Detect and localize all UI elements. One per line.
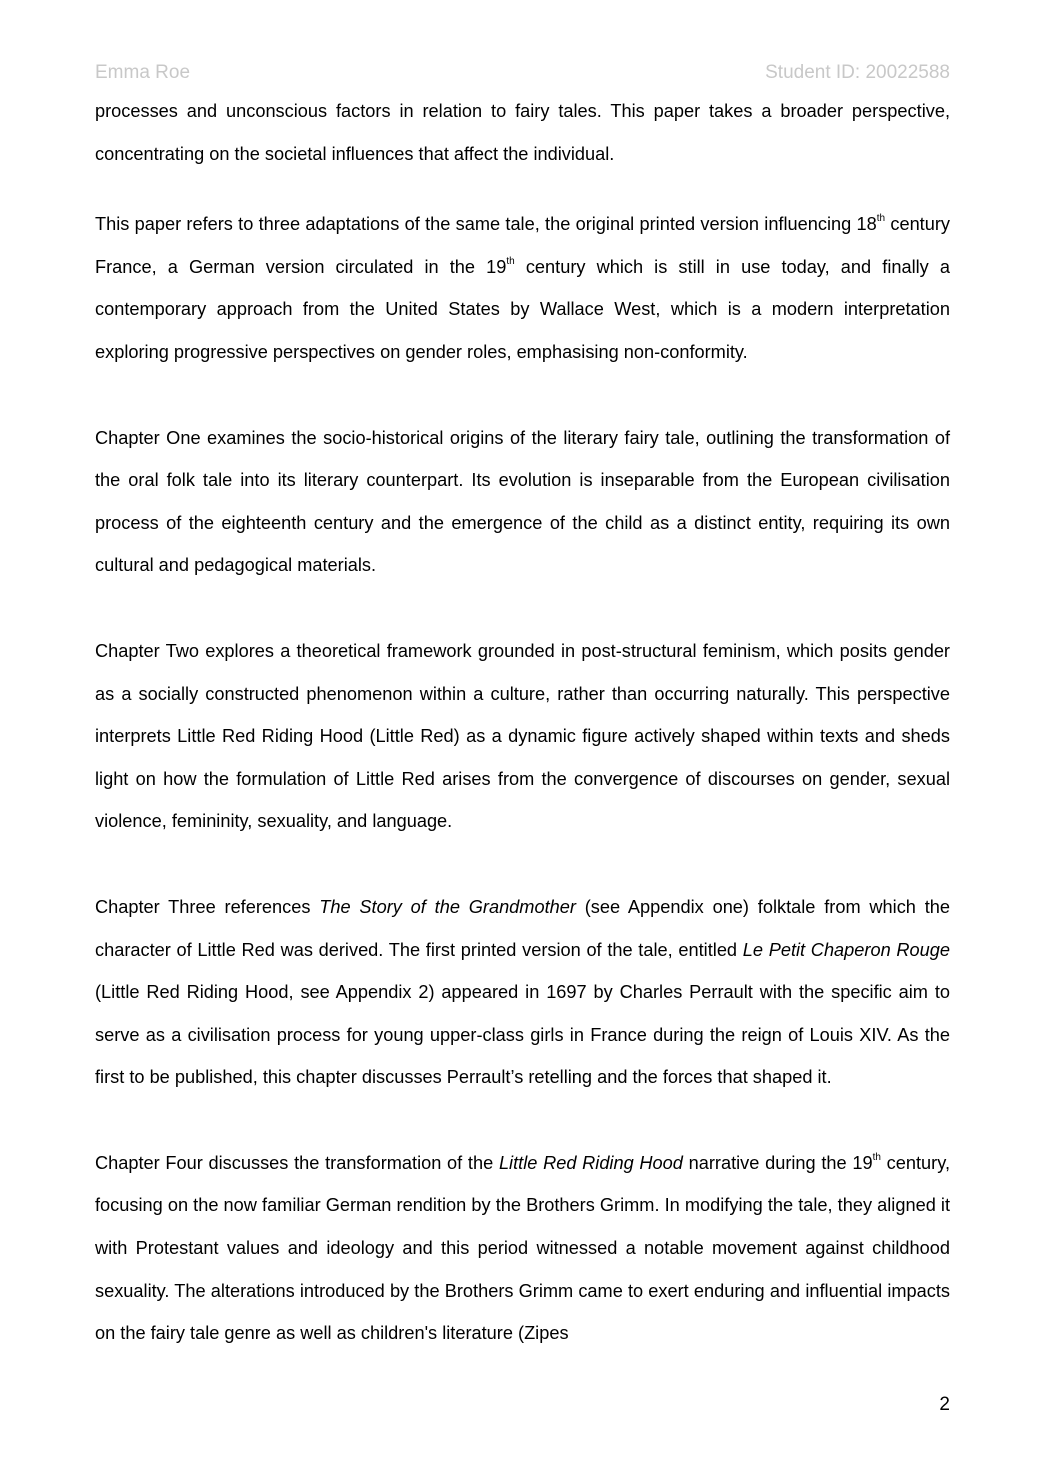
document-body: [95, 90, 950, 1355]
paragraph-adaptations: This paper refers to three adaptations of the same tale, the original printed version influencing 18th century France, a German version circulated in the 19th century which is still in use today, and finally a contemporary approach from the United States by Wallace West, which is a modern interpretation exploring progressive perspectives on gender roles, emphasising non-conformity.: [95, 213, 951, 362]
page-number: 2: [939, 1394, 950, 1415]
title-story-of-grandmother: The Story of the Grandmother: [319, 896, 576, 917]
title-le-petit-chaperon-rouge: Le Petit Chaperon Rouge: [742, 939, 950, 960]
title-little-red-riding-hood: Little Red Riding Hood: [498, 1152, 683, 1173]
superscript-th: th: [506, 255, 515, 267]
paragraph-chapter-one: Chapter One examines the socio-historical origins of the literary fairy tale, outlining the transformation of the oral folk tale into its literary counterpart. Its evolution is inseparable from the European civilisation process of the eighteenth century and the emergence of the child as a distinct entity, requiring its own cultural and pedagogical materials.: [95, 427, 950, 576]
paragraph-chapter-two: Chapter Two explores a theoretical framework grounded in post-structural feminism, which posits gender as a socially constructed phenomenon within a culture, rather than occurring naturally. This perspective interprets Little Red Riding Hood (Little Red) as a dynamic figure actively shaped within texts and sheds light on how the formulation of Little Red arises from the convergence of discourses on gender, sexual violence, femininity, sexuality, and language.: [95, 640, 950, 832]
superscript-th: th: [872, 1151, 881, 1163]
student-id: Student ID: 20022588: [765, 62, 950, 83]
paragraph-chapter-four: Chapter Four discusses the transformation of the Little Red Riding Hood narrative during the 19th century, focusing on the now familiar German rendition by the Brothers Grimm. In modifying the tale, they aligned it with Protestant values and ideology and this period witnessed a notable movement against childhood sexuality. The alterations introduced by the Brothers Grimm came to exert enduring and influential impacts on the fairy tale genre as well as children's literature (Zipes: [95, 1151, 950, 1344]
paragraph-chapter-three: Chapter Three references The Story of the Grandmother (see Appendix one) folktale from which the character of Little Red was derived. The first printed version of the tale, entitled Le Petit Chaperon Rouge (Little Red Riding Hood, see Appendix 2) appeared in 1697 by Charles Perrault with the specific aim to serve as a civilisation process for young upper-class girls in France during the reign of Louis XIV. As the first to be published, this chapter discusses Perrault’s retelling and the forces that shaped it.: [95, 896, 951, 1088]
paragraph-intro-continuation: processes and unconscious factors in relation to fairy tales. This paper takes a broader perspective, concentrating on the societal influences that affect the individual.: [95, 101, 950, 164]
superscript-th: th: [876, 213, 886, 225]
page-header: [95, 62, 950, 90]
author-name: Emma Roe: [95, 62, 191, 83]
